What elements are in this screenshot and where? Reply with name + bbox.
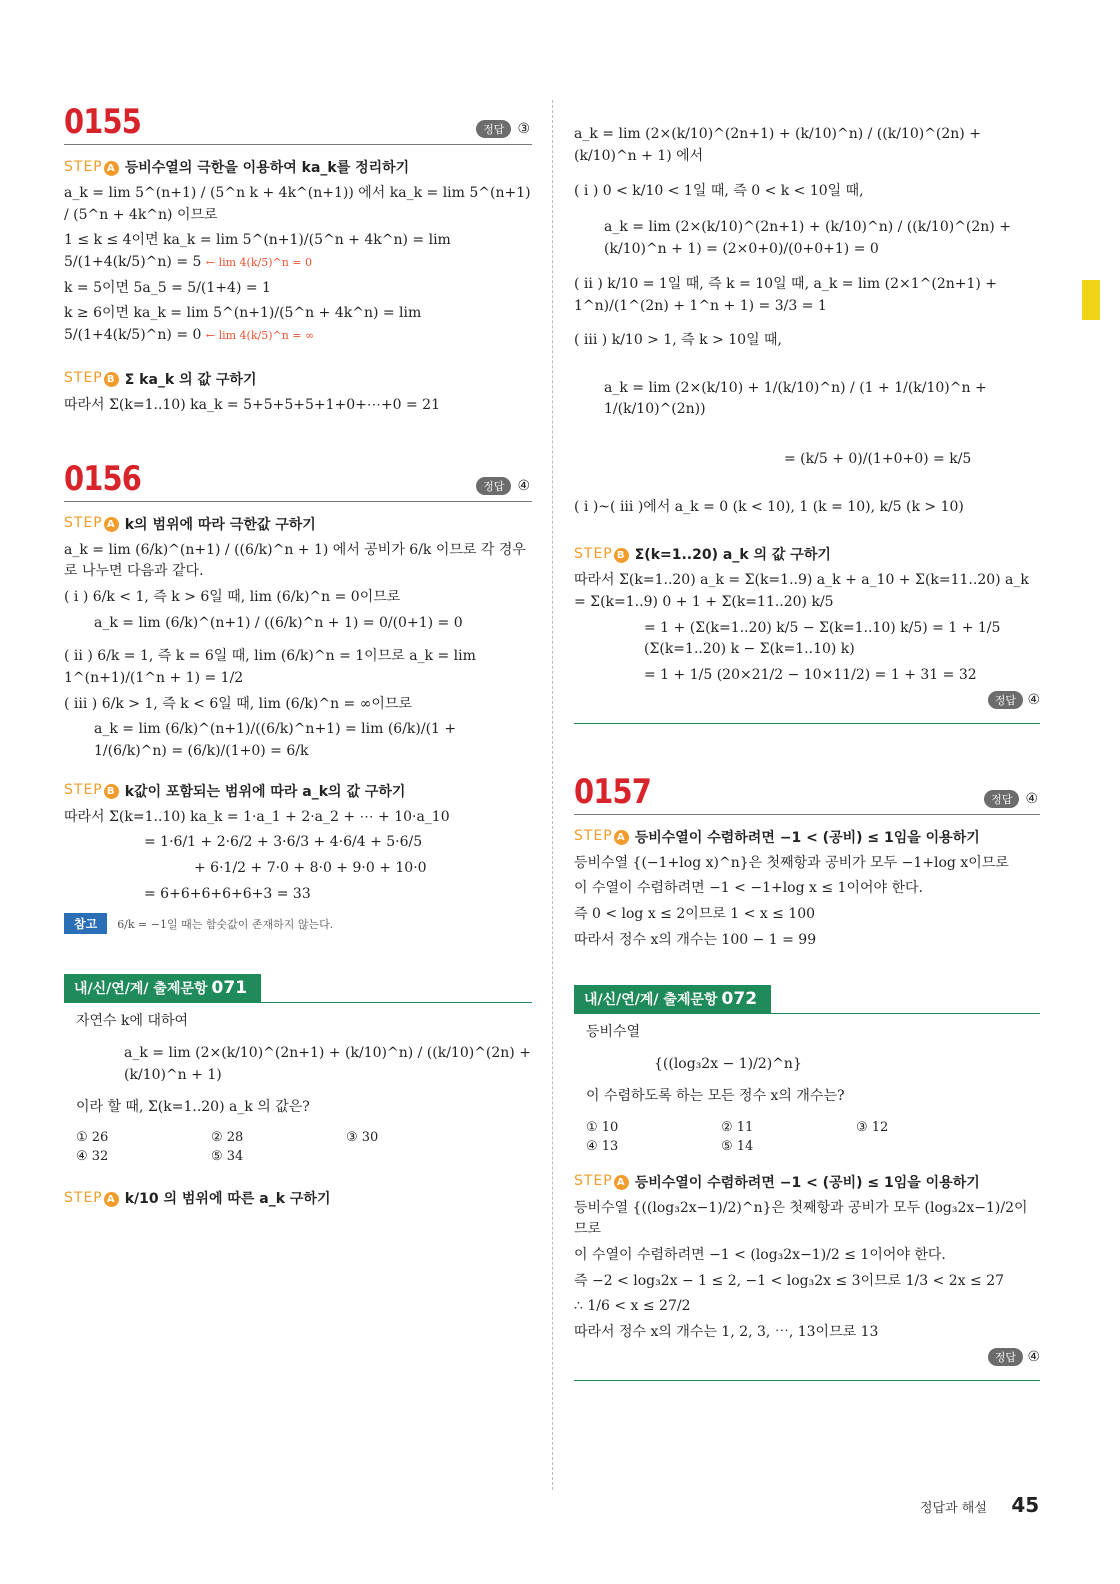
answer-label bbox=[574, 1348, 1040, 1366]
exam-problem-number: 072 bbox=[721, 989, 758, 1010]
solution-line: 등비수열 {(−1+log x)^n}은 첫째항과 공비가 모두 −1+log x이므로 bbox=[574, 854, 1009, 871]
solution-line: 즉 −2 < log₃2x − 1 ≤ 2, −1 < log₃2x ≤ 3이므로 1/3 < 2x ≤ 27 bbox=[574, 1272, 1005, 1289]
choices bbox=[76, 1130, 532, 1164]
choice-4[interactable]: ④ 13 bbox=[586, 1138, 619, 1154]
problem-number: 0156 bbox=[64, 458, 142, 499]
column-divider bbox=[552, 100, 553, 1490]
step-a-header bbox=[574, 827, 1040, 847]
choice-5[interactable]: ⑤ 34 bbox=[211, 1149, 244, 1165]
problem-intro: 등비수열 bbox=[586, 1024, 641, 1041]
page-footer bbox=[920, 1493, 1039, 1517]
step-tag: STEP A bbox=[64, 1190, 119, 1207]
answer-badge: 정답 bbox=[984, 790, 1019, 808]
problem-header-0155 bbox=[64, 100, 532, 145]
step-title: 등비수열의 극한을 이용하여 ka_k를 정리하기 bbox=[124, 160, 410, 176]
footer-label: 정답과 해설 bbox=[920, 1501, 987, 1516]
calc-line: = 1·6/1 + 2·6/2 + 3·6/3 + 4·6/4 + 5·6/5 bbox=[144, 834, 423, 851]
exam-problem-tag: 내/신/연/계/ 출제문항 071 bbox=[64, 974, 261, 1002]
step-letter-icon: A bbox=[614, 1175, 629, 1190]
result-line: 따라서 Σ(k=1..10) ka_k = 5+5+5+5+1+0+⋯+0 = 21 bbox=[64, 396, 440, 413]
step-tag: STEP B bbox=[574, 546, 629, 563]
choice-2[interactable]: ② 11 bbox=[721, 1119, 754, 1135]
step-tag: STEP A bbox=[64, 159, 119, 176]
step-a-header bbox=[64, 157, 532, 177]
note-tag: 참고 bbox=[64, 913, 107, 934]
answer-label bbox=[476, 120, 530, 138]
step-a-header bbox=[64, 514, 532, 534]
solution-line: 이 수열이 수렴하려면 −1 < −1+log x ≤ 1이어야 한다. bbox=[574, 880, 923, 897]
section-rule bbox=[574, 723, 1040, 724]
step-letter-icon: A bbox=[104, 517, 119, 532]
answer-value: ③ bbox=[517, 121, 530, 137]
solution-line: a_k = lim (6/k)^(n+1) / ((6/k)^n + 1) = 0/(0+1) = 0 bbox=[94, 614, 463, 631]
step-tag: STEP A bbox=[64, 515, 119, 532]
step-letter-icon: B bbox=[104, 372, 119, 387]
step-title: k의 범위에 따라 극한값 구하기 bbox=[124, 516, 316, 533]
answer-value: ④ bbox=[1025, 790, 1038, 807]
reference-note bbox=[64, 913, 532, 934]
choice-3[interactable]: ③ 30 bbox=[346, 1130, 379, 1146]
choice-3[interactable]: ③ 12 bbox=[856, 1119, 889, 1135]
choices bbox=[586, 1120, 1040, 1154]
right-column bbox=[574, 100, 1040, 1381]
solution-line: k = 5이면 5a_5 = 5/(1+4) = 1 bbox=[64, 279, 271, 296]
hint-infinity: ← lim 4(k/5)^n = ∞ bbox=[205, 329, 315, 343]
step-letter-icon: A bbox=[104, 161, 119, 176]
exam-problem-number: 071 bbox=[211, 978, 248, 999]
answer-badge: 정답 bbox=[988, 691, 1023, 709]
calc-line: 따라서 Σ(k=1..10) ka_k = 1·a_1 + 2·a_2 + ⋯ + 10·a_10 bbox=[64, 808, 450, 825]
solution-line: 따라서 정수 x의 개수는 100 − 1 = 99 bbox=[574, 931, 817, 948]
step-b-header bbox=[64, 781, 532, 801]
solution-line: a_k = lim (6/k)^(n+1)/((6/k)^n+1) = lim (6/k)/(1 + 1/(6/k)^n) = (6/k)/(1+0) = 6/k bbox=[94, 721, 457, 759]
step-b-header bbox=[64, 369, 532, 389]
step-tag: STEP B bbox=[64, 370, 119, 387]
left-column bbox=[64, 100, 532, 1214]
solution-line: ( iii ) k/10 > 1, 즉 k > 10일 때, bbox=[574, 331, 783, 348]
exam-problem-tag: 내/신/연/계/ 출제문항 072 bbox=[574, 985, 771, 1013]
answer-badge: 정답 bbox=[476, 477, 511, 495]
step-letter-icon: B bbox=[614, 548, 629, 563]
problem-intro: 자연수 k에 대하여 bbox=[76, 1013, 189, 1030]
choice-1[interactable]: ① 10 bbox=[586, 1119, 619, 1135]
step-tag: STEP A bbox=[574, 1173, 629, 1190]
problem-number: 0155 bbox=[64, 102, 142, 142]
solution-line: a_k = lim 5^(n+1) / (5^n k + 4k^(n+1)) 에서 ka_k = lim 5^(n+1) / (5^n + 4k^n) 이므로 bbox=[64, 185, 531, 223]
choice-1[interactable]: ① 26 bbox=[76, 1130, 109, 1146]
step-letter-icon: A bbox=[614, 830, 629, 845]
step-a-header bbox=[574, 1172, 1040, 1192]
calc-line: + 6·1/2 + 7·0 + 8·0 + 9·0 + 10·0 bbox=[194, 860, 427, 877]
step-b-header bbox=[574, 544, 1040, 564]
solution-line: = (k/5 + 0)/(1+0+0) = k/5 bbox=[784, 450, 972, 467]
side-tab-marker bbox=[1082, 280, 1100, 320]
choice-5[interactable]: ⑤ 14 bbox=[721, 1138, 754, 1154]
solution-line: a_k = lim (2×(k/10)^(2n+1) + (k/10)^n) / ((k/10)^(2n) + (k/10)^n + 1) = (2×0+0)/(0+0+1) = 0 bbox=[604, 219, 1011, 257]
problem-question: 이라 할 때, Σ(k=1..20) a_k 의 값은? bbox=[76, 1098, 310, 1115]
step-title: 등비수열이 수렴하려면 −1 < (공비) ≤ 1임을 이용하기 bbox=[634, 1174, 980, 1191]
calc-line: = 1 + (Σ(k=1..20) k/5 − Σ(k=1..10) k/5) = 1 + 1/5 (Σ(k=1..20) k − Σ(k=1..10) k) bbox=[644, 619, 1001, 658]
step-title: Σ ka_k 의 값 구하기 bbox=[124, 371, 257, 388]
choice-4[interactable]: ④ 32 bbox=[76, 1149, 109, 1165]
solution-line: 1 ≤ k ≤ 4이면 ka_k = lim 5^(n+1)/(5^n + 4k^n) = lim 5/(1+4(k/5)^n) = 5 ← lim 4(k/5)^n = 0 bbox=[64, 232, 451, 271]
page-number: 45 bbox=[1011, 1493, 1040, 1517]
calc-line: = 1 + 1/5 (20×21/2 − 10×11/2) = 1 + 31 = 32 bbox=[644, 667, 977, 683]
step-tag: STEP B bbox=[64, 782, 119, 799]
problem-number: 0157 bbox=[574, 771, 652, 812]
answer-label bbox=[574, 691, 1040, 709]
solution-line: k ≥ 6이면 ka_k = lim 5^(n+1)/(5^n + 4k^n) = lim 5/(1+4(k/5)^n) = 0 ← lim 4(k/5)^n = ∞ bbox=[64, 305, 422, 344]
problem-question: 이 수렴하도록 하는 모든 정수 x의 개수는? bbox=[586, 1087, 845, 1104]
answer-label bbox=[476, 477, 530, 495]
answer-label bbox=[984, 790, 1038, 808]
solution-line: 등비수열 {((log₃2x−1)/2)^n}은 첫째항과 공비가 모두 (log₃2x−1)/2이므로 bbox=[574, 1199, 1028, 1238]
step-title: 등비수열이 수렴하려면 −1 < (공비) ≤ 1임을 이용하기 bbox=[634, 829, 980, 846]
solution-line: a_k = lim (6/k)^(n+1) / ((6/k)^n + 1) 에서 공비가 6/k 이므로 각 경우로 나누면 다음과 같다. bbox=[64, 541, 526, 580]
answer-value: ④ bbox=[517, 477, 530, 494]
step-letter-icon: A bbox=[104, 1192, 119, 1207]
calc-line: = 6+6+6+6+6+3 = 33 bbox=[144, 885, 311, 902]
solution-line: ( iii ) 6/k > 1, 즉 k < 6일 때, lim (6/k)^n = ∞이므로 bbox=[64, 695, 412, 712]
solution-line: 이 수열이 수렴하려면 −1 < (log₃2x−1)/2 ≤ 1이어야 한다. bbox=[574, 1246, 946, 1263]
problem-formula: a_k = lim (2×(k/10)^(2n+1) + (k/10)^n) / ((k/10)^(2n) + (k/10)^n + 1) bbox=[124, 1045, 531, 1083]
note-text: 6/k = −1일 때는 함숫값이 존재하지 않는다. bbox=[117, 917, 334, 931]
step-title: Σ(k=1..20) a_k 의 값 구하기 bbox=[634, 547, 831, 564]
exam-problem-header-072 bbox=[574, 983, 1040, 1014]
solution-line: a_k = lim (2×(k/10) + 1/(k/10)^n) / (1 + 1/(k/10)^n + 1/(k/10)^(2n)) bbox=[604, 379, 987, 418]
solution-line: ( ii ) k/10 = 1일 때, 즉 k = 10일 때, a_k = lim (2×1^(2n+1) + 1^n)/(1^(2n) + 1^n + 1) = 3/3 = 1 bbox=[574, 276, 998, 315]
step-letter-icon: B bbox=[104, 784, 119, 799]
solution-line: 즉 0 < log x ≤ 2이므로 1 < x ≤ 100 bbox=[574, 906, 816, 923]
answer-value: ④ bbox=[1027, 691, 1040, 708]
step-a-header bbox=[64, 1188, 532, 1208]
solution-line: ( i ) 6/k < 1, 즉 k > 6일 때, lim (6/k)^n = 0이므로 bbox=[64, 588, 401, 605]
solution-line: ∴ 1/6 < x ≤ 27/2 bbox=[574, 1298, 691, 1315]
step-title: k/10 의 범위에 따른 a_k 구하기 bbox=[124, 1191, 331, 1208]
choice-2[interactable]: ② 28 bbox=[211, 1130, 244, 1146]
solution-line: ( ii ) 6/k = 1, 즉 k = 6일 때, lim (6/k)^n = 1이므로 a_k = lim 1^(n+1)/(1^n + 1) = 1/2 bbox=[64, 648, 476, 686]
calc-line: 따라서 Σ(k=1..20) a_k = Σ(k=1..9) a_k + a_10 + Σ(k=11..20) a_k = Σ(k=1..9) 0 + 1 + Σ(k=11..20) k/5 bbox=[574, 572, 1029, 610]
hint-zero: ← lim 4(k/5)^n = 0 bbox=[205, 256, 313, 270]
solution-line: ( i )~( iii )에서 a_k = 0 (k < 10), 1 (k = 10), k/5 (k > 10) bbox=[574, 498, 964, 515]
solution-line: ( i ) 0 < k/10 < 1일 때, 즉 0 < k < 10일 때, bbox=[574, 183, 864, 200]
problem-header-0156 bbox=[64, 457, 532, 502]
answer-badge: 정답 bbox=[988, 1348, 1023, 1366]
problem-header-0157 bbox=[574, 770, 1040, 815]
exam-problem-header-071 bbox=[64, 972, 532, 1003]
section-rule bbox=[574, 1380, 1040, 1381]
solution-line: a_k = lim (2×(k/10)^(2n+1) + (k/10)^n) / ((k/10)^(2n) + (k/10)^n + 1) 에서 bbox=[574, 126, 981, 164]
solution-line: 따라서 정수 x의 개수는 1, 2, 3, ⋯, 13이므로 13 bbox=[574, 1323, 879, 1340]
problem-formula: {((log₃2x − 1)/2)^n} bbox=[654, 1056, 802, 1073]
answer-badge: 정답 bbox=[476, 120, 511, 138]
answer-value: ④ bbox=[1027, 1348, 1040, 1365]
step-tag: STEP A bbox=[574, 828, 629, 845]
step-title: k값이 포함되는 범위에 따라 a_k의 값 구하기 bbox=[124, 783, 406, 800]
